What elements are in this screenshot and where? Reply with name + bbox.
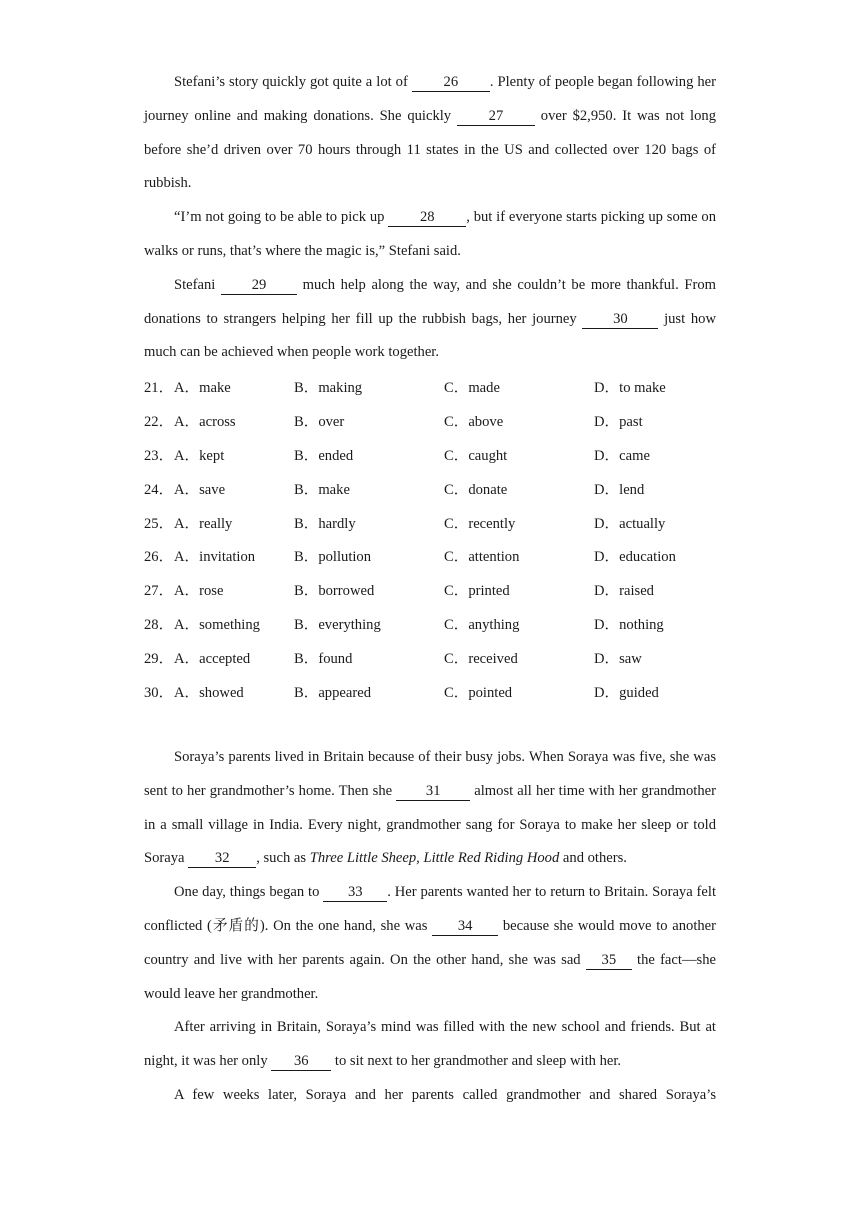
- option-c: C．caught: [444, 447, 508, 464]
- option-d: D．education: [594, 549, 676, 566]
- paragraph: “I’m not going to be able to pick up 28 , but if everyone starts picking up some on walks or runs, that’s where the magic is,” Stefani said.: [144, 209, 717, 259]
- option-a: A．accepted: [174, 650, 251, 667]
- option-d: D．came: [594, 447, 650, 464]
- paragraph: Stefani 29 much help along the way, and she couldn’t be more thankful. From donations to strangers helping her fill up the rubbish bags, her journey 30 just how much can be achieved when people work together.: [144, 276, 716, 361]
- option-b: B．found: [294, 650, 353, 667]
- option-c: C．recently: [444, 515, 516, 532]
- question-number: 25．: [144, 515, 174, 532]
- option-b: B．hardly: [294, 515, 356, 532]
- option-c: C．anything: [444, 616, 520, 633]
- passage-soraya: [144, 741, 716, 1113]
- option-a: A．make: [174, 380, 231, 397]
- option-d: D．nothing: [594, 616, 664, 633]
- option-d: D．lend: [594, 481, 645, 498]
- option-c: C．printed: [444, 583, 510, 600]
- blank-36: 36: [271, 1052, 331, 1071]
- option-c: C．pointed: [444, 684, 513, 701]
- option-d: D．raised: [594, 583, 654, 600]
- option-d: D．guided: [594, 684, 659, 701]
- question-number: 26．: [144, 549, 174, 566]
- option-d: D．past: [594, 414, 643, 431]
- blank-33: 33: [323, 883, 387, 902]
- blank-34: 34: [432, 917, 498, 936]
- option-a: A．rose: [174, 583, 224, 600]
- question-number: 23．: [144, 447, 174, 464]
- story-titles: Three Little Sheep, Little Red Riding Hood: [309, 850, 560, 867]
- option-b: B．making: [294, 380, 363, 397]
- option-row: [144, 505, 716, 539]
- option-row: [144, 539, 716, 573]
- paragraph: One day, things began to 33 . Her parents wanted her to return to Britain. Soraya felt conflicted (矛盾的). On the one hand, she was 34 because she would move to another country and live with her parents again. On the other hand, she was sad 35 the fact—she would leave her grandmother.: [144, 884, 717, 1002]
- option-d: D．to make: [594, 380, 666, 397]
- option-a: A．kept: [174, 447, 225, 464]
- question-number: 30．: [144, 684, 174, 701]
- option-b: B．over: [294, 414, 345, 431]
- blank-28: 28: [388, 208, 466, 227]
- option-c: C．above: [444, 414, 504, 431]
- paragraph: After arriving in Britain, Soraya’s mind was filled with the new school and friends. But at night, it was her only 36 to sit next to her grandmother and sleep with her.: [144, 1019, 716, 1070]
- option-a: A．something: [174, 616, 260, 633]
- option-row: [144, 674, 716, 708]
- option-a: A．across: [174, 414, 236, 431]
- option-row: [144, 370, 716, 404]
- blank-30: 30: [582, 310, 658, 329]
- option-row: [144, 471, 716, 505]
- option-b: B．ended: [294, 447, 354, 464]
- question-number: 22．: [144, 414, 174, 431]
- option-row: [144, 573, 716, 607]
- blank-26: 26: [412, 73, 490, 92]
- question-number: 24．: [144, 481, 174, 498]
- option-c: C．donate: [444, 481, 508, 498]
- option-a: A．really: [174, 515, 233, 532]
- question-number: 28．: [144, 616, 174, 633]
- blank-27: 27: [457, 107, 535, 126]
- option-c: C．received: [444, 650, 518, 667]
- option-d: D．actually: [594, 515, 666, 532]
- blank-32: 32: [188, 849, 256, 868]
- blank-31: 31: [396, 782, 470, 801]
- option-row: [144, 438, 716, 472]
- option-b: B．make: [294, 481, 350, 498]
- blank-35: 35: [586, 951, 632, 970]
- option-d: D．saw: [594, 650, 642, 667]
- answer-options: [144, 370, 716, 708]
- option-b: B．pollution: [294, 549, 372, 566]
- option-c: C．made: [444, 380, 500, 397]
- option-a: A．invitation: [174, 549, 256, 566]
- paragraph: Soraya’s parents lived in Britain because of their busy jobs. When Soraya was five, she was sent to her grandmother’s home. Then she 31 almost all her time with her grandmother in a small village in India. Every night, grandmother sang for Soraya to make her sleep or told Soraya 32 , such as Three Little Sheep, Little Red Riding Hood and others.: [144, 749, 716, 867]
- question-number: 29．: [144, 650, 174, 667]
- option-a: A．save: [174, 481, 226, 498]
- question-number: 27．: [144, 583, 174, 600]
- question-number: 21．: [144, 380, 174, 397]
- paragraph: A few weeks later, Soraya and her parents called grandmother and shared Soraya’s: [174, 1086, 716, 1103]
- blank-29: 29: [221, 276, 297, 295]
- passage-stefani: [144, 66, 716, 370]
- option-row: [144, 640, 716, 674]
- paragraph: Stefani’s story quickly got quite a lot of 26 . Plenty of people began following her journey online and making donations. She quickly 27 over $2,950. It was not long before she’d driven over 70 hours through 11 states in the US and collected over 120 bags of rubbish.: [144, 74, 716, 192]
- option-b: B．appeared: [294, 684, 371, 701]
- option-c: C．attention: [444, 549, 520, 566]
- option-b: B．everything: [294, 616, 381, 633]
- option-b: B．borrowed: [294, 583, 375, 600]
- option-a: A．showed: [174, 684, 244, 701]
- option-row: [144, 404, 716, 438]
- option-row: [144, 607, 716, 641]
